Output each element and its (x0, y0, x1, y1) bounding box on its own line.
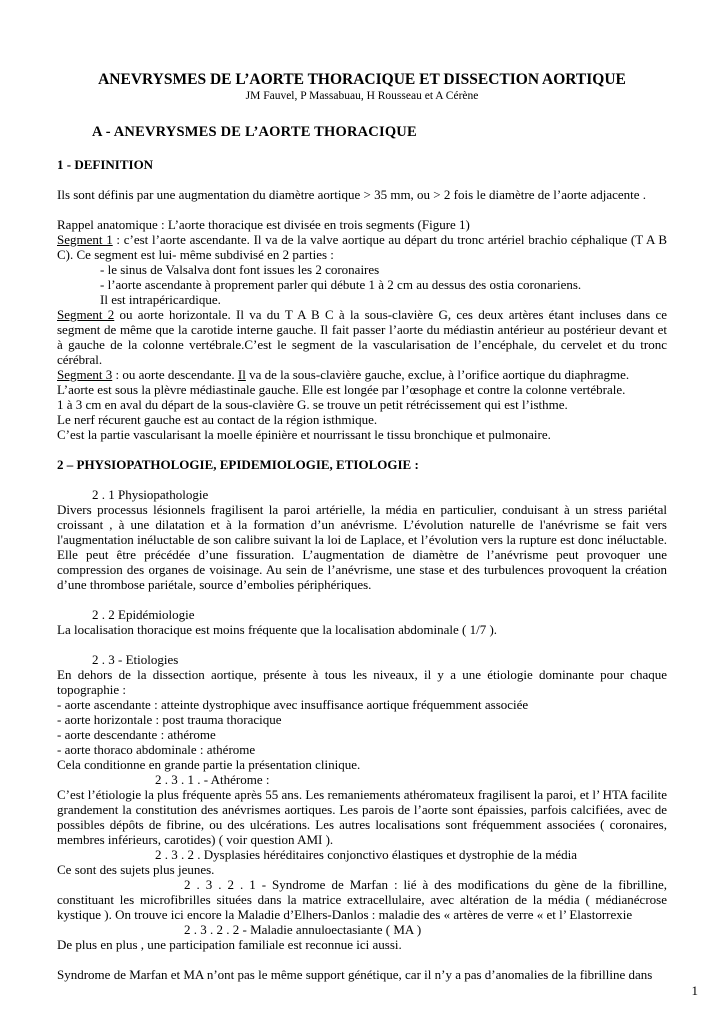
segment2-text: ou aorte horizontale. Il va du T A B C à la sous-clavière G, ces deux artères étant incluses dans ce segment de même que la carotide interne gauche. Il fait passer l’aorte du médiastin antérieur au postérieur devant et à gauche de la colonne vertébrale.C’est le segment de la vascularisation de l’encéphale, du cervelet et du tronc cérébral. (57, 307, 667, 367)
section-2-3-1-body: C’est l’étiologie la plus fréquente après 55 ans. Les remaniements athéromateux fragilisent la paroi, et l’ HTA facilite grandement la constitution des anévrismes aortiques. Les parois de l’aorte sont épaissies, parfois calcifiées, avec de possibles dépôts de fibrine, ou des ulcérations. Les autres localisations sont fréquemment associées ( coronaires, membres inférieurs, carotides) ( voir question AMI ). (57, 787, 667, 847)
segment1-label: Segment 1 (57, 232, 113, 247)
segment3-rest-text: va de la sous-clavière gauche, exclue, à l’orifice aortique du diaphragme. (245, 367, 630, 382)
segment1-item-aorte-ascendante: - l’aorte ascendante à proprement parler qui débute 1 à 2 cm au dessus des ostia coronariens. (100, 277, 582, 292)
segment3-il-underlined: Il (237, 367, 246, 382)
segment2-paragraph (57, 307, 667, 367)
segment3-label: Segment 3 (57, 367, 113, 382)
segment3-mid-text: : ou aorte descendante. (112, 367, 238, 382)
segment3-line-moelle: C’est la partie vascularisant la moelle épinière et nourrissant le tissu bronchique et pulmonaire. (57, 427, 551, 442)
section-2-3-2-title: 2 . 3 . 2 . Dysplasies héréditaires conjonctivo élastiques et dystrophie de la média (155, 847, 578, 862)
section-2-1-body: Divers processus lésionnels fragilisent la paroi artérielle, la média en particulier, conduisant à un stress pariétal croissant , à une dilatation et à la formation d’un anévrisme. L’évolution naturelle de l'anévrisme se fait vers l'augmentation inéluctable de son calibre suivant la loi de Laplace, et l’évolution vers la rupture est donc inéluctable. Elle peut être précédée d’une fissuration. L’augmentation de diamètre de l’anévrisme peut provoquer une compression des organes de voisinage. Au sein de l’anévrisme, une stase et des turbulences provoquent la création d’une thrombose pariétale, source d’embolies périphériques. (57, 502, 667, 592)
rappel-anatomique-line: Rappel anatomique : L’aorte thoracique est divisée en trois segments (Figure 1) (57, 217, 470, 232)
segment1-item-intrapericardique: Il est intrapéricardique. (100, 292, 221, 307)
segment2-label: Segment 2 (57, 307, 115, 322)
section-2-2-title: 2 . 2 Epidémiologie (92, 607, 195, 622)
physio-heading: 2 – PHYSIOPATHOLOGIE, EPIDEMIOLOGIE, ETIOLOGIE : (57, 457, 419, 472)
section-2-3-2-1-title: 2 . 3 . 2 . 1 - Syndrome de Marfan : lié à des modifications du gène de la fibrilline, (184, 877, 667, 892)
section-2-3-2-1-body: constituant les microfibrilles situées dans la matrice extracellulaire, avec altération de la média ( médianécrose kystique ). On trouve ici encore la Maladie d’Elhers-Danlos : maladie des « artères de verre « et l’ Elastorrexie (57, 892, 667, 922)
segment1-text: : c’est l’aorte ascendante. Il va de la valve aortique au départ du tronc artériel brachio céphalique (T A B C). Ce segment est lui- même subdivisé en 2 parties : (57, 232, 667, 262)
segment3-line-plevre: L’aorte est sous la plèvre médiastinale gauche. Elle est longée par l’œsophage et contre la colonne vertébrale. (57, 382, 626, 397)
closing-paragraph: Syndrome de Marfan et MA n’ont pas le même support génétique, car il n’y a pas d’anomalies de la fibrilline dans (57, 967, 653, 982)
etiologie-item-horizontale: - aorte horizontale : post trauma thoracique (57, 712, 282, 727)
anatomy-block (57, 217, 667, 442)
section-2-2-body: La localisation thoracique est moins fréquente que la localisation abdominale ( 1/7 ). (57, 622, 498, 637)
section-a-heading: A - ANEVRYSMES DE L’AORTE THORACIQUE (92, 124, 417, 140)
definition-intro-paragraph: Ils sont définis par une augmentation du diamètre aortique > 35 mm, ou > 2 fois le diamètre de l’aorte adjacente . (57, 187, 647, 202)
etiologie-item-thoraco-abdominale: - aorte thoraco abdominale : athérome (57, 742, 256, 757)
document-content (57, 0, 667, 982)
section-2-3-2-2-title: 2 . 3 . 2 . 2 - Maladie annuloectasiante ( MA ) (184, 922, 422, 937)
document-authors: JM Fauvel, P Massabuau, H Rousseau et A Cérène (245, 90, 479, 102)
etiologie-item-ascendante: - aorte ascendante : atteinte dystrophique avec insuffisance aortique fréquemment associée (57, 697, 529, 712)
segment1-paragraph (57, 232, 667, 262)
definition-heading: 1 - DEFINITION (57, 157, 154, 172)
etiologie-item-descendante: - aorte descendante : athérome (57, 727, 216, 742)
section-2-3-title: 2 . 3 - Etiologies (92, 652, 179, 667)
section-2-3-intro: En dehors de la dissection aortique, présente à tous les niveaux, il y a une étiologie dominante pour chaque topographie : (57, 667, 667, 697)
segment3-line-nerf: Le nerf récurent gauche est au contact de la région isthmique. (57, 412, 378, 427)
section-2-3-2-body: Ce sont des sujets plus jeunes. (57, 862, 215, 877)
segment1-item-sinus: - le sinus de Valsalva dont font issues les 2 coronaires (100, 262, 380, 277)
section-2-3-outro: Cela conditionne en grande partie la présentation clinique. (57, 757, 361, 772)
segment3-paragraph (57, 367, 667, 382)
section-2-1-title: 2 . 1 Physiopathologie (92, 487, 209, 502)
segment3-line-isthme: 1 à 3 cm en aval du départ de la sous-clavière G. se trouve un petit rétrécissement qui est l’isthme. (57, 397, 568, 412)
page-number: 1 (691, 983, 698, 998)
section-2-3-1-title: 2 . 3 . 1 . - Athérome : (155, 772, 270, 787)
section-2-3-2-2-body: De plus en plus , une participation familiale est reconnue ici aussi. (57, 937, 402, 952)
document-title: ANEVRYSMES DE L’AORTE THORACIQUE ET DISSECTION AORTIQUE (98, 71, 626, 88)
section-2-3-2-1-paragraph (57, 877, 667, 922)
